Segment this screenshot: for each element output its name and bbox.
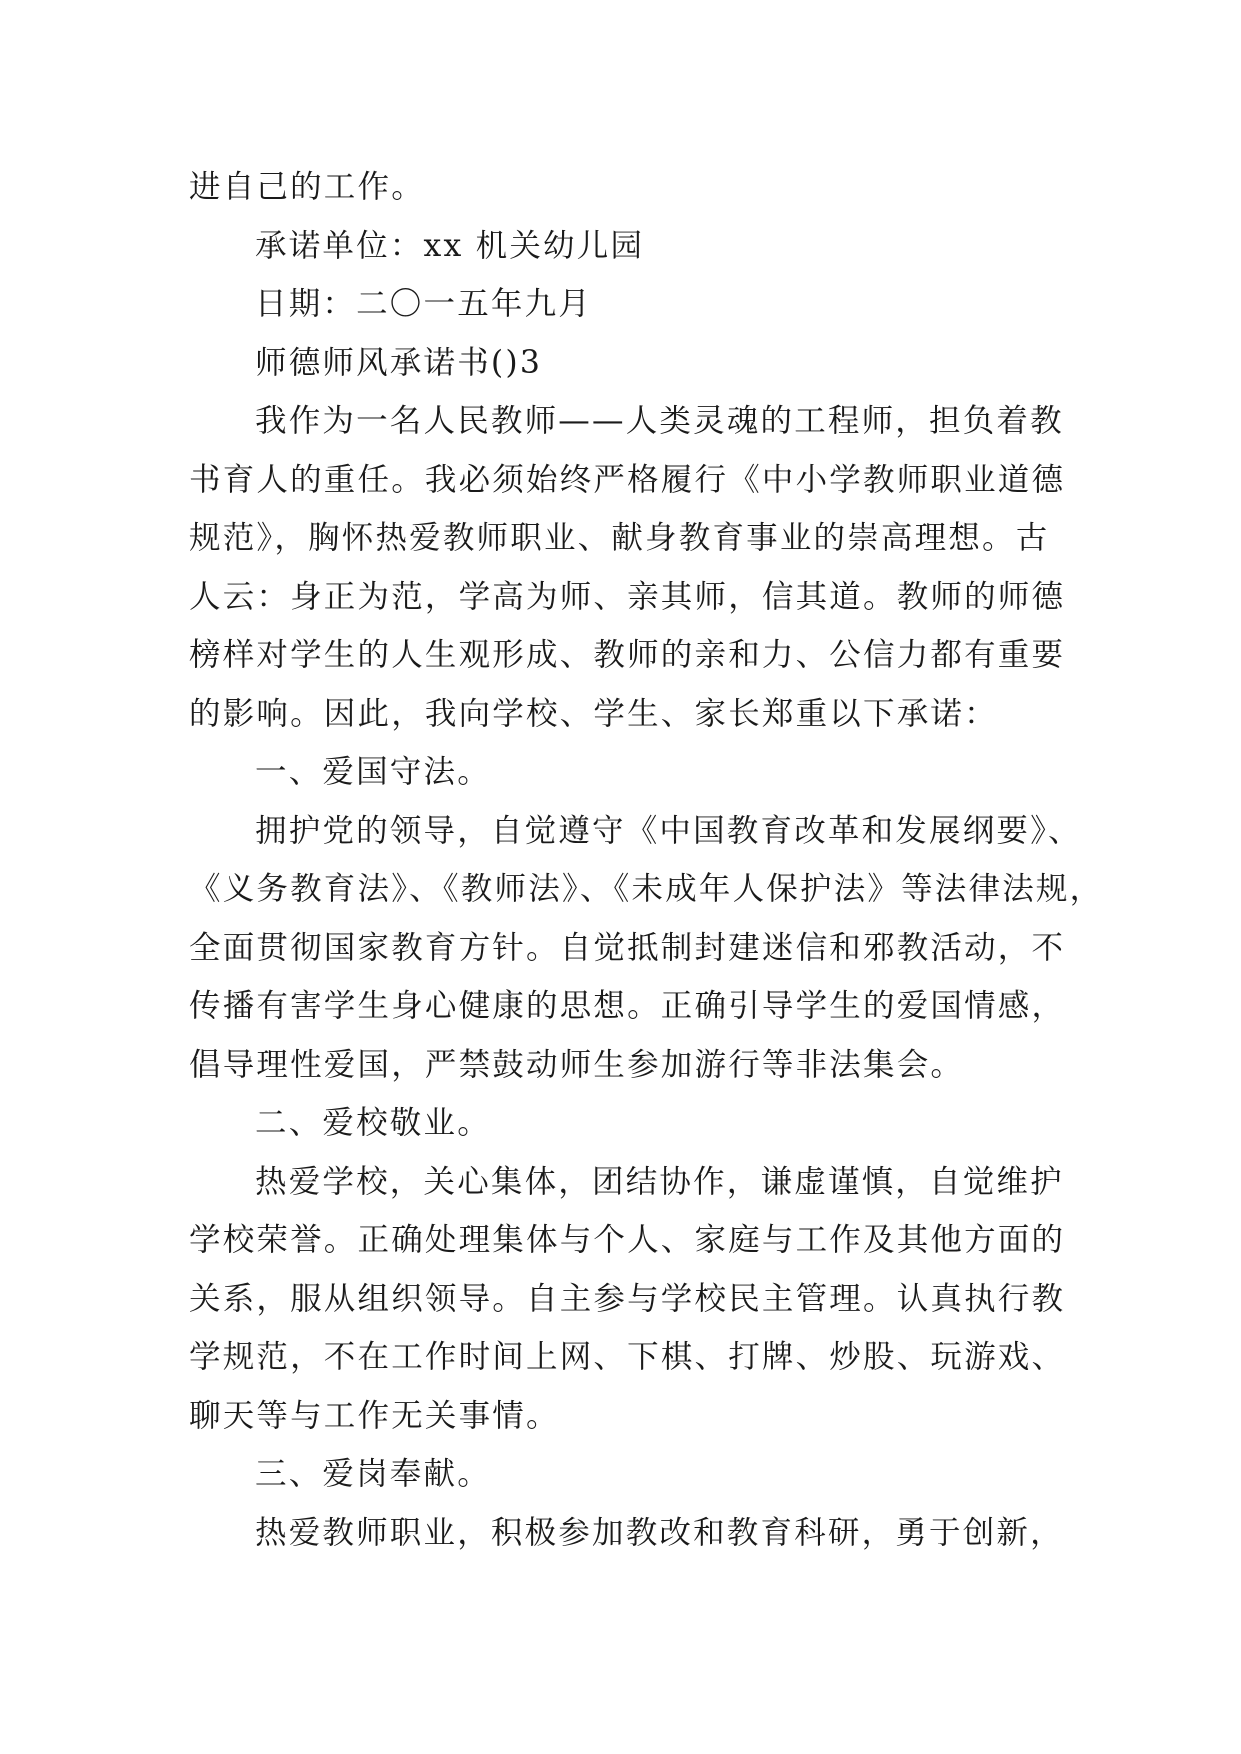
text-line: 聊天等与工作无关事情。 <box>189 1397 560 1434</box>
text-line: 日期：二〇一五年九月 <box>255 286 593 322</box>
text-line: 热爱学校，关心集体，团结协作，谦虚谨慎，自觉维护 <box>255 1163 1064 1200</box>
text-line: 人云：身正为范，学高为师、亲其师，信其道。教师的师德 <box>189 578 1066 615</box>
text-line: 拥护党的领导，自觉遵守《中国教育改革和发展纲要》、 <box>255 812 1082 849</box>
text-line: 学校荣誉。正确处理集体与个人、家庭与工作及其他方面的 <box>189 1222 1066 1258</box>
text-line: 师德师风承诺书()3 <box>255 344 543 381</box>
text-line: 传播有害学生身心健康的思想。正确引导学生的爱国情感， <box>189 988 1066 1024</box>
text-line: 一、爱国守法。 <box>255 754 491 790</box>
text-line: 全面贯彻国家教育方针。自觉抵制封建迷信和邪教活动，不 <box>189 929 1066 966</box>
text-line: 二、爱校敬业。 <box>255 1105 491 1141</box>
text-line: 进自己的工作。 <box>189 169 425 205</box>
text-line: 书育人的重任。我必须始终严格履行《中小学教师职业道德 <box>189 461 1066 498</box>
text-line: 学规范，不在工作时间上网、下棋、打牌、炒股、玩游戏、 <box>189 1339 1066 1375</box>
text-line: 规范》，胸怀热爱教师职业、献身教育事业的崇高理想。古 <box>189 520 1050 556</box>
text-line: 《义务教育法》、《教师法》、《未成年人保护法》等法律法规， <box>189 871 1104 907</box>
text-line: 关系，服从组织领导。自主参与学校民主管理。认真执行教 <box>189 1280 1066 1317</box>
text-line: 倡导理性爱国，严禁鼓动师生参加游行等非法集会。 <box>189 1046 965 1083</box>
text-line: 榜样对学生的人生观形成、教师的亲和力、公信力都有重要 <box>189 637 1066 673</box>
text-line: 承诺单位：xx 机关幼儿园 <box>255 227 645 264</box>
text-line: 三、爱岗奉献。 <box>255 1456 491 1492</box>
text-line: 我作为一名人民教师——人类灵魂的工程师，担负着教 <box>255 403 1064 439</box>
text-line: 热爱教师职业，积极参加教改和教育科研，勇于创新， <box>255 1514 1064 1551</box>
text-line: 的影响。因此，我向学校、学生、家长郑重以下承诺： <box>189 695 998 732</box>
document-body <box>189 158 1104 1562</box>
